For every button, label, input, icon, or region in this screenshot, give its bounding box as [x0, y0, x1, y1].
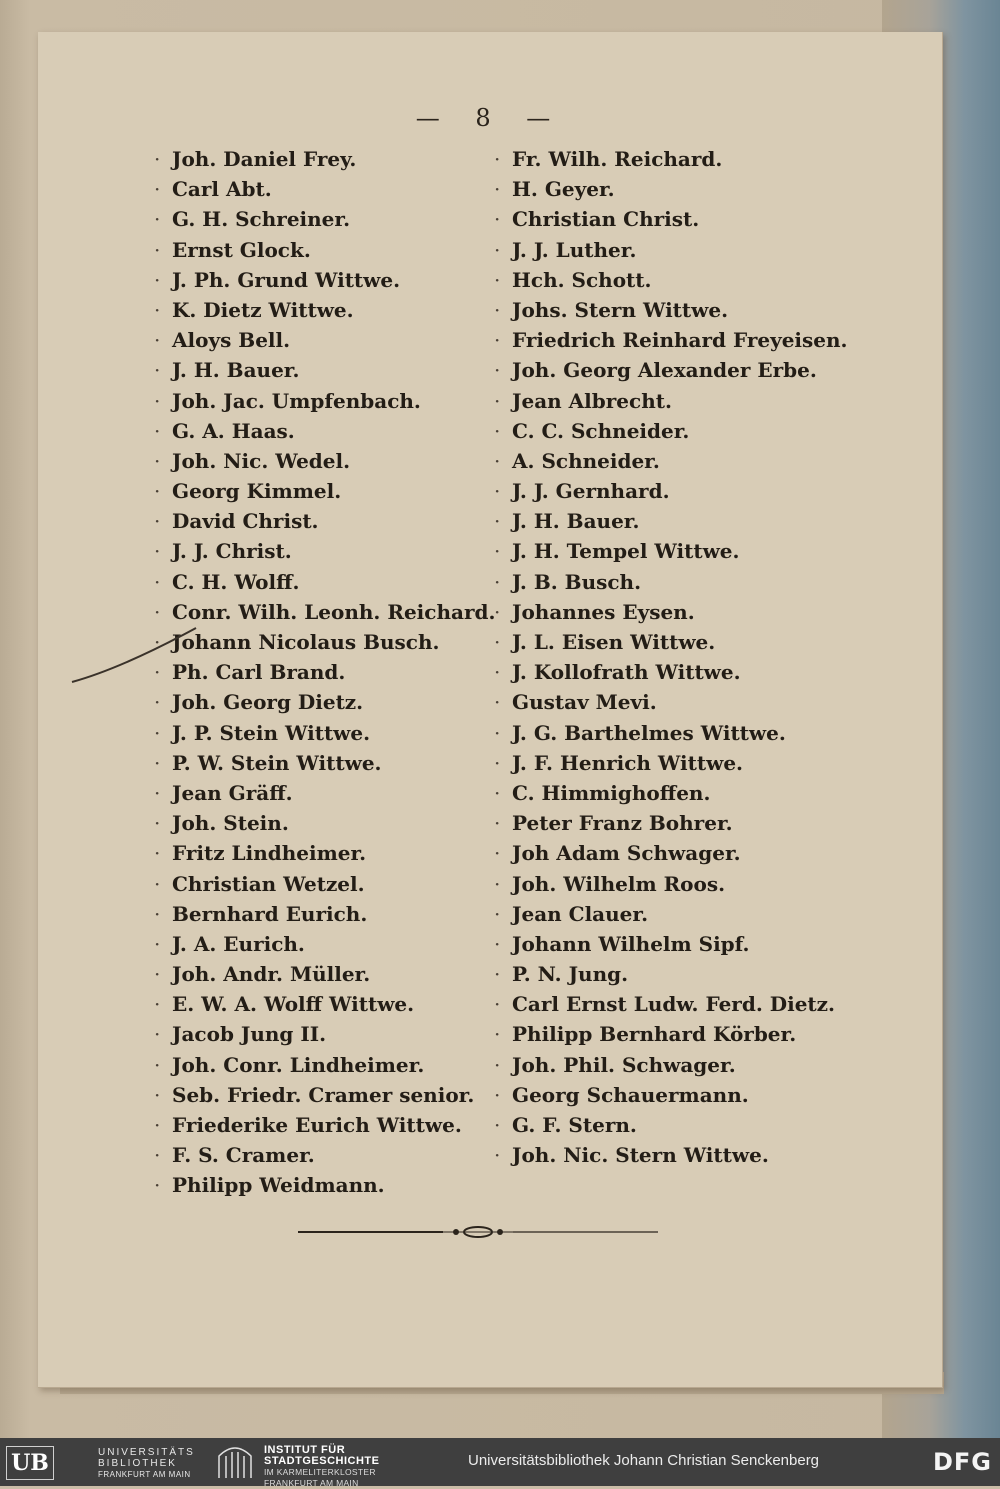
document-page [38, 32, 943, 1388]
name-entry: · Joh. Stein. [150, 808, 495, 838]
name-entry: · Joh. Georg Alexander Erbe. [490, 355, 848, 385]
name-entry: · J. L. Eisen Wittwe. [490, 627, 848, 657]
name-entry: · Friederike Eurich Wittwe. [150, 1110, 495, 1140]
name-entry: · J. J. Gernhard. [490, 476, 848, 506]
name-entry: · Jean Albrecht. [490, 386, 848, 416]
name-entry: · Johs. Stern Wittwe. [490, 295, 848, 325]
name-entry: · C. Himmighoffen. [490, 778, 848, 808]
name-entry: · G. H. Schreiner. [150, 204, 495, 234]
name-entry: · Hch. Schott. [490, 265, 848, 295]
institute-line-2: STADTGESCHICHTE [264, 1455, 380, 1467]
name-entry: · Carl Ernst Ludw. Ferd. Dietz. [490, 989, 848, 1019]
page-number: — 8 — [415, 104, 565, 132]
name-entry: · Friedrich Reinhard Freyeisen. [490, 325, 848, 355]
institute-text [264, 1445, 379, 1489]
name-entry: · J. H. Bauer. [490, 506, 848, 536]
ornamental-rule [298, 1222, 658, 1242]
ub-logo[interactable]: UB [6, 1446, 54, 1480]
name-entry: · Joh. Jac. Umpfenbach. [150, 386, 495, 416]
name-entry: · J. H. Bauer. [150, 355, 495, 385]
ub-text [98, 1447, 195, 1480]
name-entry: · Joh. Daniel Frey. [150, 144, 495, 174]
name-entry: · Joh. Andr. Müller. [150, 959, 495, 989]
name-entry: · P. N. Jung. [490, 959, 848, 989]
name-entry: · Jacob Jung II. [150, 1019, 495, 1049]
name-entry: · J. B. Busch. [490, 567, 848, 597]
institute-line-4: FRANKFURT AM MAIN [264, 1478, 359, 1488]
name-entry: · G. A. Haas. [150, 416, 495, 446]
name-entry: · A. Schneider. [490, 446, 848, 476]
dfg-logo[interactable]: DFG [932, 1448, 992, 1476]
name-entry: · H. Geyer. [490, 174, 848, 204]
name-entry: · P. W. Stein Wittwe. [150, 748, 495, 778]
ub-line-1: UNIVERSITÄTS [98, 1447, 195, 1458]
name-entry: · J. H. Tempel Wittwe. [490, 536, 848, 566]
name-entry: · C. H. Wolff. [150, 567, 495, 597]
name-entry: · J. Ph. Grund Wittwe. [150, 265, 495, 295]
institute-line-1: INSTITUT FÜR [264, 1444, 346, 1456]
right-name-column [490, 144, 848, 1170]
pen-annotation-mark [68, 624, 208, 684]
name-entry: · Joh. Nic. Stern Wittwe. [490, 1140, 848, 1170]
name-entry: · J. J. Luther. [490, 235, 848, 265]
name-entry: · J. Kollofrath Wittwe. [490, 657, 848, 687]
name-entry: · Jean Gräff. [150, 778, 495, 808]
ub-line-2: BIBLIOTHEK [98, 1458, 177, 1469]
name-entry: · E. W. A. Wolff Wittwe. [150, 989, 495, 1019]
name-entry: · J. J. Christ. [150, 536, 495, 566]
name-entry: · Aloys Bell. [150, 325, 495, 355]
name-entry: · Bernhard Eurich. [150, 899, 495, 929]
name-entry: · Philipp Weidmann. [150, 1170, 495, 1200]
name-entry: · J. F. Henrich Wittwe. [490, 748, 848, 778]
name-entry: · Seb. Friedr. Cramer senior. [150, 1080, 495, 1110]
name-entry: · Peter Franz Bohrer. [490, 808, 848, 838]
name-entry: · Gustav Mevi. [490, 687, 848, 717]
name-entry: · C. C. Schneider. [490, 416, 848, 446]
name-entry: · K. Dietz Wittwe. [150, 295, 495, 325]
name-entry: · Joh. Nic. Wedel. [150, 446, 495, 476]
name-entry: · Conr. Wilh. Leonh. Reichard. [150, 597, 495, 627]
name-entry: · Christian Wetzel. [150, 869, 495, 899]
name-entry: · Georg Schauermann. [490, 1080, 848, 1110]
name-entry: · David Christ. [150, 506, 495, 536]
footer-bar [0, 1438, 1000, 1486]
institute-building-icon[interactable] [215, 1444, 255, 1480]
name-entry: · G. F. Stern. [490, 1110, 848, 1140]
name-entry: · Ernst Glock. [150, 235, 495, 265]
library-name[interactable]: Universitätsbibliothek Johann Christian Senckenberg [468, 1452, 820, 1469]
ub-line-3: FRANKFURT AM MAIN [98, 1470, 191, 1479]
name-entry: · Joh. Phil. Schwager. [490, 1050, 848, 1080]
name-entry: · Christian Christ. [490, 204, 848, 234]
name-entry: · F. S. Cramer. [150, 1140, 495, 1170]
name-entry: · Ph. Carl Brand. [150, 657, 495, 687]
name-entry: · Carl Abt. [150, 174, 495, 204]
institute-line-3: IM KARMELITERKLOSTER [264, 1467, 376, 1477]
name-entry: · J. G. Barthelmes Wittwe. [490, 718, 848, 748]
name-entry: · Jean Clauer. [490, 899, 848, 929]
name-entry: · J. P. Stein Wittwe. [150, 718, 495, 748]
name-entry: · Fritz Lindheimer. [150, 838, 495, 868]
name-entry: · Joh. Conr. Lindheimer. [150, 1050, 495, 1080]
name-entry: · Johannes Eysen. [490, 597, 848, 627]
name-entry: · Johann Nicolaus Busch. [150, 627, 495, 657]
name-entry: · Fr. Wilh. Reichard. [490, 144, 848, 174]
name-entry: · Philipp Bernhard Körber. [490, 1019, 848, 1049]
name-entry: · J. A. Eurich. [150, 929, 495, 959]
name-entry: · Joh Adam Schwager. [490, 838, 848, 868]
name-entry: · Georg Kimmel. [150, 476, 495, 506]
name-entry: · Johann Wilhelm Sipf. [490, 929, 848, 959]
name-entry: · Joh. Georg Dietz. [150, 687, 495, 717]
name-entry: · Joh. Wilhelm Roos. [490, 869, 848, 899]
